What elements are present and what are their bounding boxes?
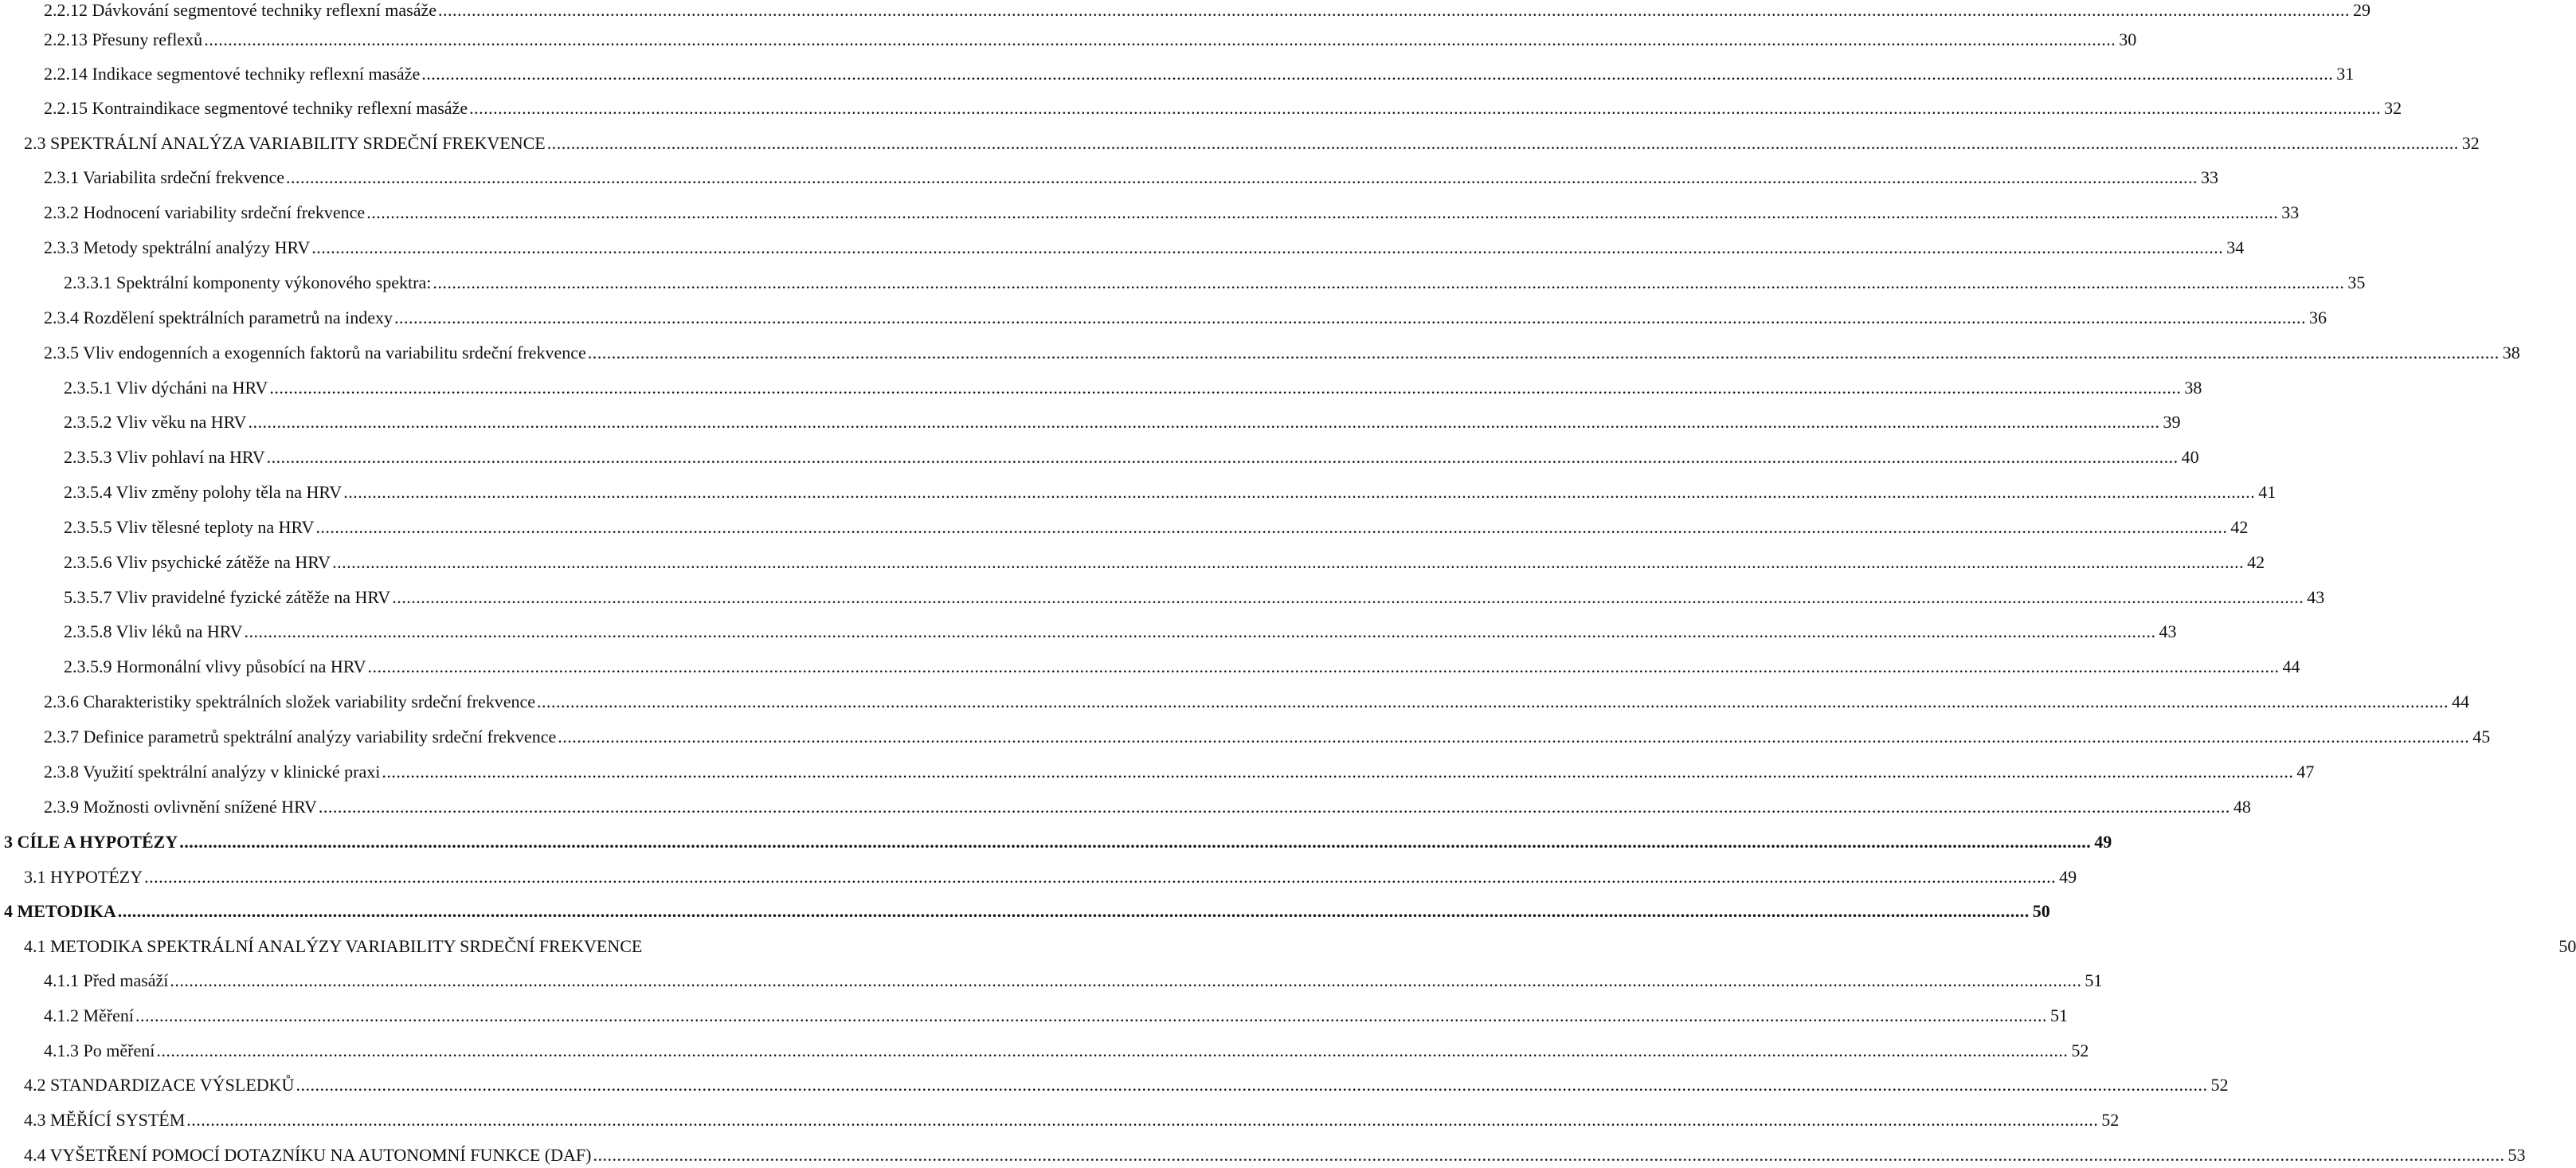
toc-entry-page-number: 52 (2071, 1041, 2089, 1060)
toc-entry-title: 2.3.6 Charakteristiky spektrálních složek variability srdeční frekvence (44, 692, 536, 711)
toc-entry[interactable] (24, 1108, 2120, 1132)
toc-entry[interactable] (44, 62, 2355, 86)
dot-leader: ................................................................................................................................................................................................................................................................................................................................................................................................................ (315, 517, 2228, 537)
toc-entry-page-number: 51 (2050, 1005, 2069, 1025)
toc-entry-page-number: 49 (2094, 832, 2112, 852)
toc-entry-title: 2.3.5.9 Hormonální vlivy působící na HRV (64, 657, 366, 676)
dot-leader: ................................................................................................................................................................................................................................................................................................................................................................................................................ (438, 0, 2351, 20)
toc-entry-page-number: 50 (2032, 901, 2050, 921)
toc-entry-page-number: 40 (2181, 447, 2199, 467)
toc-entry-page-number: 53 (2507, 1145, 2526, 1165)
toc-entry-title: 3 CÍLE A HYPOTÉZY (4, 832, 178, 852)
toc-entry-page-number: 47 (2296, 762, 2315, 782)
toc-entry-title: 2.3.3 Metody spektrální analýzy HRV (44, 237, 311, 257)
dot-leader: ................................................................................................................................................................................................................................................................................................................................................................................................................ (144, 867, 2057, 887)
toc-entry-title: 2.3.3.1 Spektrální komponenty výkonového spektra: (64, 272, 432, 292)
toc-entry-title: 3.1 HYPOTÉZY (24, 867, 143, 887)
dot-leader: ................................................................................................................................................................................................................................................................................................................................................................................................................ (248, 412, 2160, 432)
toc-entry-page-number: 48 (2233, 797, 2251, 817)
toc-entry-page-number: 51 (2085, 970, 2103, 990)
toc-entry-title: 4.2 STANDARDIZACE VÝSLEDKŮ (24, 1075, 295, 1095)
toc-entry[interactable] (4, 900, 2050, 923)
toc-entry-title: 2.3.5.8 Vliv léků na HRV (64, 621, 243, 641)
dot-leader: ................................................................................................................................................................................................................................................................................................................................................................................................................ (156, 1041, 2069, 1060)
toc-entry[interactable] (64, 586, 2325, 609)
toc-entry[interactable] (44, 969, 2103, 993)
toc-entry[interactable] (64, 271, 2366, 295)
toc-entry[interactable] (64, 551, 2265, 574)
toc-entry-title: 2.2.14 Indikace segmentové techniky reflexní masáže (44, 64, 421, 84)
toc-entry-page-number: 34 (2226, 237, 2245, 257)
toc-entry-title: 4.1.2 Měření (44, 1005, 135, 1025)
toc-entry-title: 5.3.5.7 Vliv pravidelné fyzické zátěže na HRV (64, 587, 391, 607)
dot-leader: ................................................................................................................................................................................................................................................................................................................................................................................................................ (421, 64, 2334, 84)
toc-entry-page-number: 44 (2452, 692, 2470, 711)
dot-leader: ................................................................................................................................................................................................................................................................................................................................................................................................................ (269, 378, 2182, 398)
toc-entry[interactable] (44, 28, 2137, 52)
dot-leader: ................................................................................................................................................................................................................................................................................................................................................................................................................ (135, 1005, 2048, 1025)
toc-entry-title: 4.4 VYŠETŘENÍ POMOCÍ DOTAZNÍKU NA AUTONOMNÍ FUNKCE (DAF) (24, 1145, 592, 1165)
toc-entry-page-number: 39 (2163, 412, 2181, 432)
toc-entry[interactable] (44, 725, 2491, 749)
toc-entry[interactable] (44, 0, 2371, 22)
toc-entry-page-number: 42 (2230, 517, 2249, 537)
toc-entry-title: 2.2.13 Přesuny reflexů (44, 29, 203, 49)
toc-entry[interactable] (24, 1073, 2229, 1097)
toc-entry[interactable] (44, 236, 2245, 260)
toc-entry-page-number: 42 (2247, 552, 2265, 572)
toc-entry-title: 2.3.5 Vliv endogenních a exogenních faktorů na variabilitu srdeční frekvence (44, 343, 586, 363)
toc-entry-title: 4.3 MĚŘÍCÍ SYSTÉM (24, 1110, 186, 1130)
toc-entry[interactable] (24, 131, 2480, 155)
toc-entry-title: 4.1.1 Před masáží (44, 970, 169, 990)
toc-entry-title: 2.3.8 Využití spektrální analýzy v klinické praxi (44, 762, 381, 782)
toc-entry-page-number: 45 (2472, 727, 2491, 747)
toc-entry[interactable] (44, 201, 2300, 225)
dot-leader: ................................................................................................................................................................................................................................................................................................................................................................................................................ (343, 482, 2256, 502)
toc-entry[interactable] (64, 480, 2277, 504)
dot-leader: ................................................................................................................................................................................................................................................................................................................................................................................................................ (296, 1075, 2208, 1095)
toc-entry-page-number: 31 (2336, 64, 2355, 84)
toc-entry-page-number: 38 (2184, 378, 2202, 398)
dot-leader: ................................................................................................................................................................................................................................................................................................................................................................................................................ (367, 657, 2280, 676)
toc-entry[interactable] (44, 341, 2520, 365)
toc-entry-title: 2.3.4 Rozdělení spektrálních parametrů na indexy (44, 308, 393, 327)
dot-leader: ................................................................................................................................................................................................................................................................................................................................................................................................................ (332, 552, 2245, 572)
toc-entry[interactable] (44, 1004, 2069, 1028)
dot-leader: ................................................................................................................................................................................................................................................................................................................................................................................................................ (558, 727, 2470, 747)
toc-entry-title: 2.3.5.2 Vliv věku na HRV (64, 412, 247, 432)
toc-entry-title: 2.3.2 Hodnocení variability srdeční frekvence (44, 202, 366, 222)
toc-entry-title: 2.2.12 Dávkování segmentové techniky reflexní masáže (44, 0, 437, 20)
dot-leader: ................................................................................................................................................................................................................................................................................................................................................................................................................ (311, 237, 2224, 257)
toc-entry-page-number: 49 (2059, 867, 2077, 887)
dot-leader: ................................................................................................................................................................................................................................................................................................................................................................................................................ (537, 692, 2449, 711)
dot-leader: ................................................................................................................................................................................................................................................................................................................................................................................................................ (392, 587, 2304, 607)
toc-entry-title: 2.3.5.3 Vliv pohlaví na HRV (64, 447, 265, 467)
dot-leader: ................................................................................................................................................................................................................................................................................................................................................................................................................ (186, 1110, 2099, 1130)
toc-entry[interactable] (44, 306, 2327, 330)
toc-entry[interactable] (64, 445, 2199, 469)
toc-entry-page-number: 38 (2502, 343, 2520, 363)
toc-entry-page-number: 30 (2119, 29, 2137, 49)
toc-entry-title: 2.3.5.4 Vliv změny polohy těla na HRV (64, 482, 343, 502)
toc-entry[interactable] (24, 935, 2576, 958)
toc-entry-title: 2.3 SPEKTRÁLNÍ ANALÝZA VARIABILITY SRDEČNÍ FREKVENCE (24, 133, 546, 153)
toc-entry[interactable] (44, 96, 2402, 120)
toc-entry[interactable] (64, 620, 2177, 644)
dot-leader: ................................................................................................................................................................................................................................................................................................................................................................................................................ (587, 343, 2500, 363)
toc-entry-page-number: 32 (2461, 133, 2480, 153)
toc-entry-page-number: 43 (2307, 587, 2325, 607)
toc-entry[interactable] (44, 1039, 2089, 1063)
toc-entry-title: 4 METODIKA (4, 901, 116, 921)
toc-entry-title: 2.3.7 Definice parametrů spektrální analýzy variability srdeční frekvence (44, 727, 557, 747)
dot-leader: ................................................................................................................................................................................................................................................................................................................................................................................................................ (204, 29, 2116, 49)
toc-entry[interactable] (44, 166, 2218, 190)
toc-entry-title: 2.3.5.1 Vliv dýcháni na HRV (64, 378, 268, 398)
dot-leader: ................................................................................................................................................................................................................................................................................................................................................................................................................ (469, 98, 2382, 118)
toc-entry-title: 2.3.5.6 Vliv psychické zátěže na HRV (64, 552, 331, 572)
dot-leader: ................................................................................................................................................................................................................................................................................................................................................................................................................ (170, 970, 2082, 990)
toc-entry-page-number: 32 (2384, 98, 2402, 118)
toc-entry[interactable] (64, 655, 2300, 679)
toc-entry-page-number: 33 (2200, 167, 2218, 187)
toc-entry-title: 4.1 METODIKA SPEKTRÁLNÍ ANALÝZY VARIABILITY SRDEČNÍ FREKVENCE (24, 936, 643, 956)
toc-entry[interactable] (24, 865, 2077, 889)
dot-leader: ................................................................................................................................................................................................................................................................................................................................................................................................................ (546, 133, 2459, 153)
toc-entry[interactable] (44, 690, 2470, 714)
toc-entry-title: 4.1.3 Po měření (44, 1041, 155, 1060)
toc-entry[interactable] (64, 515, 2249, 539)
toc-entry-title: 2.2.15 Kontraindikace segmentové techniky reflexní masáže (44, 98, 468, 118)
dot-leader: ................................................................................................................................................................................................................................................................................................................................................................................................................ (179, 832, 2092, 852)
toc-entry[interactable] (4, 830, 2112, 854)
toc-entry[interactable] (64, 376, 2202, 400)
dot-leader: ................................................................................................................................................................................................................................................................................................................................................................................................................ (366, 202, 2279, 222)
toc-entry-page-number: 52 (2101, 1110, 2120, 1130)
dot-leader: ................................................................................................................................................................................................................................................................................................................................................................................................................ (382, 762, 2294, 782)
toc-entry-page-number: 43 (2159, 621, 2177, 641)
toc-entry-page-number: 44 (2282, 657, 2300, 676)
dot-leader: ................................................................................................................................................................................................................................................................................................................................................................................................................ (593, 1145, 2505, 1165)
dot-leader: ................................................................................................................................................................................................................................................................................................................................................................................................................ (117, 901, 2030, 921)
toc-entry-page-number: 33 (2281, 202, 2300, 222)
toc-entry[interactable] (64, 410, 2181, 434)
toc-entry-title: 2.3.9 Možnosti ovlivnění snížené HRV (44, 797, 317, 817)
toc-entry-title: 2.3.1 Variabilita srdeční frekvence (44, 167, 284, 187)
dot-leader: ................................................................................................................................................................................................................................................................................................................................................................................................................ (318, 797, 2230, 817)
dot-leader: ................................................................................................................................................................................................................................................................................................................................................................................................................ (266, 447, 2179, 467)
toc-entry-page-number: 50 (2558, 936, 2576, 956)
toc-entry[interactable] (44, 760, 2315, 784)
toc-entry-page-number: 29 (2353, 0, 2371, 20)
toc-entry-page-number: 35 (2347, 272, 2366, 292)
toc-entry-page-number: 36 (2309, 308, 2327, 327)
dot-leader: ................................................................................................................................................................................................................................................................................................................................................................................................................ (394, 308, 2307, 327)
toc-entry-title: 2.3.5.5 Vliv tělesné teploty na HRV (64, 517, 315, 537)
toc-entry[interactable] (24, 1143, 2526, 1167)
dot-leader: ................................................................................................................................................................................................................................................................................................................................................................................................................ (433, 272, 2345, 292)
toc-entry-page-number: 41 (2258, 482, 2277, 502)
dot-leader: ................................................................................................................................................................................................................................................................................................................................................................................................................ (285, 167, 2198, 187)
toc-entry-page-number: 52 (2210, 1075, 2229, 1095)
dot-leader: ................................................................................................................................................................................................................................................................................................................................................................................................................ (244, 621, 2156, 641)
toc-entry[interactable] (44, 795, 2251, 819)
